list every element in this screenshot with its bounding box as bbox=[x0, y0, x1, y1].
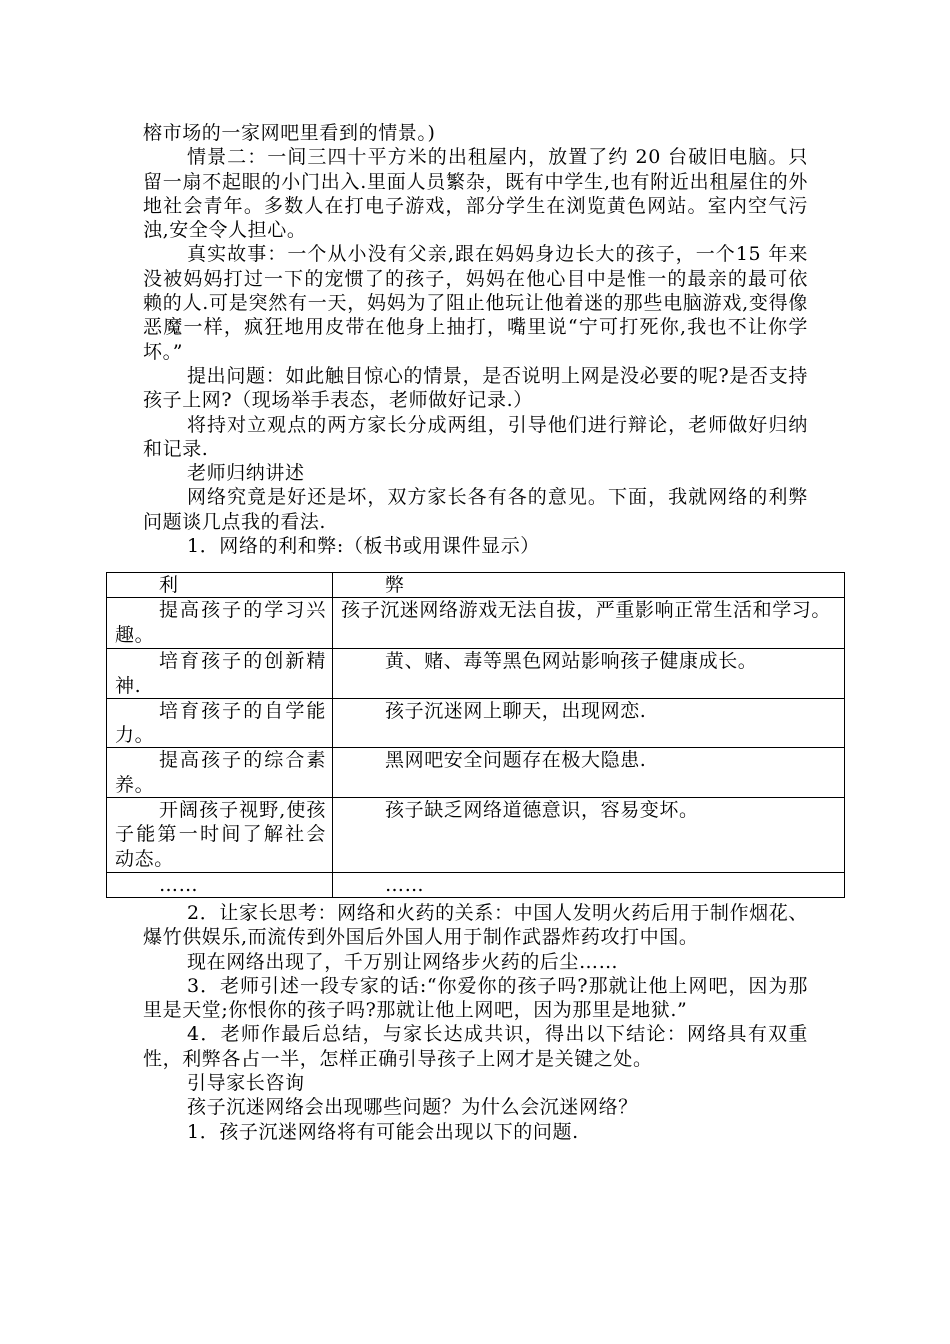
ellipsis-cell: …… bbox=[333, 873, 845, 898]
paragraph-gunpowder: 2．让家长思考：网络和火药的关系：中国人发明火药后用于制作烟花、爆竹供娱乐,而流传到外国后外国人用于制作武器炸药攻打中国。 bbox=[143, 902, 808, 949]
paragraph-conclusion: 4．老师作最后总结，与家长达成共识，得出以下结论：网络具有双重性，利弊各占一半，怎样正确引导孩子上网才是关键之处。 bbox=[143, 1023, 808, 1070]
pro-cell: 提高孩子的综合素养。 bbox=[107, 748, 333, 798]
table-header-row bbox=[107, 573, 845, 598]
pro-cell: 培育孩子的创新精神. bbox=[107, 649, 333, 699]
paragraph-problems-list-intro: 1．孩子沉迷网络将有可能会出现以下的问题. bbox=[187, 1120, 579, 1143]
header-cons: 弊 bbox=[333, 573, 845, 598]
paragraph-intro-views: 网络究竟是好还是坏，双方家长各有各的意见。下面，我就网络的利弊问题谈几点我的看法. bbox=[143, 486, 808, 533]
section-heading-consultation: 引导家长咨询 bbox=[187, 1072, 305, 1095]
table-row bbox=[107, 649, 845, 699]
table-row bbox=[107, 798, 845, 873]
table-row bbox=[107, 598, 845, 649]
pro-cell: 开阔孩子视野,使孩子能第一时间了解社会动态。 bbox=[107, 798, 333, 873]
pros-cons-table-wrapper bbox=[106, 572, 844, 898]
paragraph-expert-quote: 3．老师引述一段专家的话:“你爱你的孩子吗?那就让他上网吧，因为那里是天堂;你恨你的孩子吗?那就让他上网吧，因为那里是地狱.” bbox=[143, 974, 808, 1022]
table-row-ellipsis bbox=[107, 873, 845, 898]
table-row bbox=[107, 698, 845, 748]
pro-cell: 提高孩子的学习兴趣。 bbox=[107, 598, 333, 649]
header-pros: 利 bbox=[107, 573, 333, 598]
pro-cell: 培育孩子的自学能力。 bbox=[107, 698, 333, 748]
paragraph-problems-question: 孩子沉迷网络会出现哪些问题？为什么会沉迷网络？ bbox=[187, 1096, 638, 1119]
paragraph-question: 提出问题：如此触目惊心的情景，是否说明上网是没必要的呢?是否支持孩子上网?（现场举手表态，老师做好记录.） bbox=[143, 364, 808, 412]
con-cell: 黑网吧安全问题存在极大隐患. bbox=[333, 748, 845, 798]
paragraph-continuation: 榕市场的一家网吧里看到的情景。) bbox=[143, 122, 436, 144]
document-body-bottom bbox=[143, 901, 808, 1144]
section-heading-teacher-summary: 老师归纳讲述 bbox=[187, 462, 305, 485]
con-cell: 孩子沉迷网上聊天，出现网恋. bbox=[333, 698, 845, 748]
paragraph-true-story: 真实故事：一个从小没有父亲,跟在妈妈身边长大的孩子，一个15 年来没被妈妈打过一下的宠惯了的孩子，妈妈在他心目中是惟一的最亲的最可依赖的人.可是突然有一天，妈妈为了阻止他玩让他着迷的那些电脑游戏,变得像恶魔一样，疯狂地用皮带在他身上抽打，嘴里说“宁可打死你,我也不让你学坏。” bbox=[143, 243, 808, 363]
document-body-top bbox=[143, 121, 808, 558]
con-cell: 黄、赌、毒等黑色网站影响孩子健康成长。 bbox=[333, 649, 845, 699]
pros-cons-table bbox=[106, 572, 845, 898]
paragraph-scene-two: 情景二：一间三四十平方米的出租屋内，放置了约 20 台破旧电脑。只留一扇不起眼的小门出入.里面人员繁杂，既有中学生,也有附近出租屋住的外地社会青年。多数人在打电子游戏，部分学生在浏览黄色网站。室内空气污浊,安全令人担心。 bbox=[143, 146, 808, 242]
con-cell: 孩子沉迷网络游戏无法自拔，严重影响正常生活和学习。 bbox=[333, 598, 845, 649]
table-row bbox=[107, 748, 845, 798]
paragraph-debate: 将持对立观点的两方家长分成两组，引导他们进行辩论，老师做好归纳和记录. bbox=[143, 413, 808, 460]
paragraph-network-now: 现在网络出现了，千万别让网络步火药的后尘…… bbox=[187, 950, 619, 973]
con-cell: 孩子缺乏网络道德意识，容易变坏。 bbox=[333, 798, 845, 873]
ellipsis-cell: …… bbox=[107, 873, 333, 898]
paragraph-pros-cons-label: 1．网络的利和弊:（板书或用课件显示） bbox=[187, 535, 540, 558]
